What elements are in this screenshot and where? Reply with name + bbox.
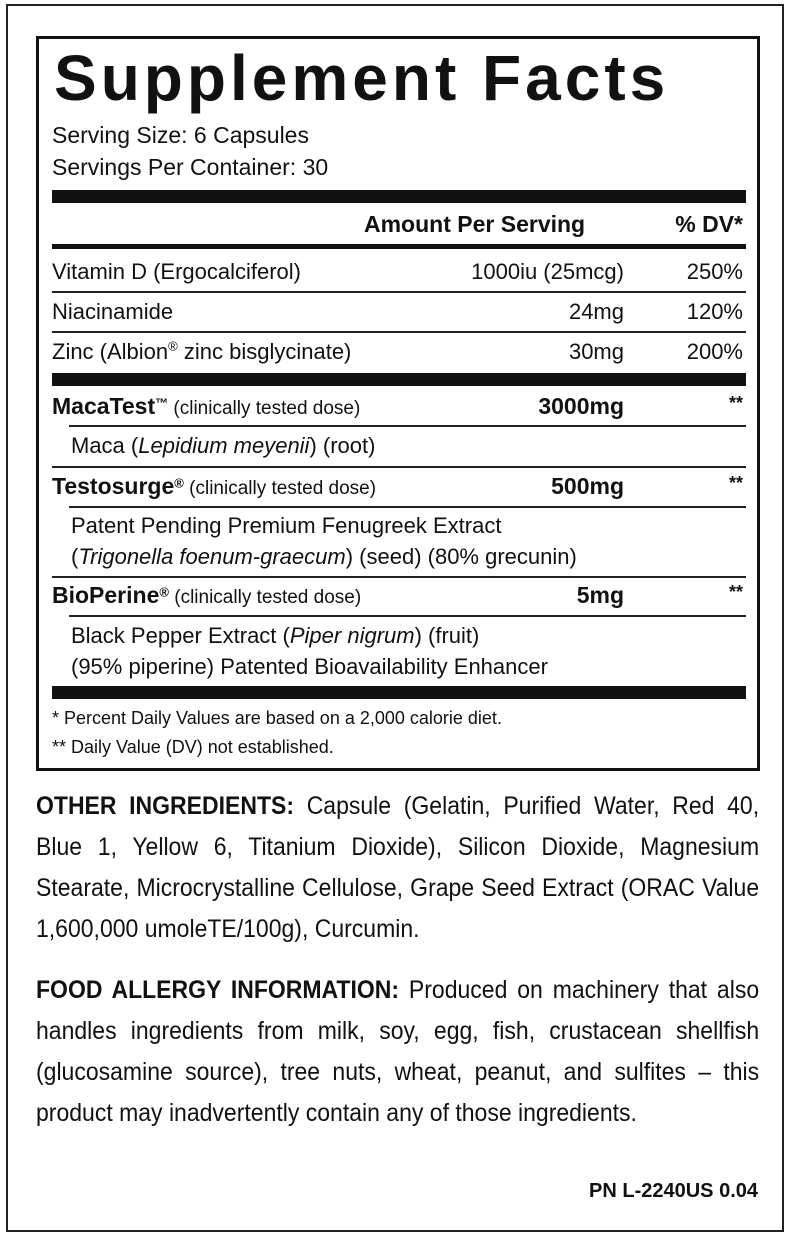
blend-amount: 3000mg — [538, 393, 624, 419]
nutrient-dv: 200% — [686, 339, 743, 364]
blend-name: MacaTest™ (clinically tested dose) — [52, 393, 361, 419]
amount-header: Amount Per Serving — [364, 211, 586, 237]
servings-per-container: Servings Per Container: 30 — [52, 154, 329, 180]
serving-size: Serving Size: 6 Capsules — [52, 122, 309, 148]
footnote-not-established: ** Daily Value (DV) not established. — [52, 737, 334, 757]
nutrient-dv: 120% — [686, 299, 743, 324]
row-divider — [69, 506, 746, 508]
blend-name: Testosurge® (clinically tested dose) — [52, 473, 377, 499]
row-divider — [69, 615, 746, 617]
blend-description: (95% piperine) Patented Bioavailability Enhancer — [71, 654, 548, 679]
blend-amount: 5mg — [576, 582, 624, 608]
blend-name: BioPerine® (clinically tested dose) — [52, 582, 362, 608]
nutrient-dv: 250% — [686, 259, 743, 284]
part-number: PN L-2240US 0.04 — [589, 1180, 758, 1202]
row-divider — [52, 466, 746, 468]
nutrient-amount: 24mg — [568, 299, 624, 324]
other-ingredients: OTHER INGREDIENTS: Capsule (Gelatin, Purified Water, Red 40, Blue 1, Yellow 6, Titanium Dioxide), Silicon Dioxide, Magnesium Stearate, Microcrystalline Cellulose, Grape Seed Extract (ORAC Value 1,600,000 umoleTE/100g), Curcumin. — [36, 792, 760, 943]
dv-header: % DV* — [675, 211, 743, 237]
row-divider — [52, 331, 746, 333]
blend-description: (Trigonella foenum-graecum) (seed) (80% grecunin) — [71, 544, 577, 569]
row-divider — [69, 425, 746, 427]
thick-divider — [52, 190, 746, 203]
nutrient-name: Niacinamide — [52, 299, 174, 324]
thick-divider — [52, 686, 746, 699]
blend-dv: ** — [728, 473, 743, 493]
food-allergy-information: FOOD ALLERGY INFORMATION: Produced on machinery that also handles ingredients from milk, soy, egg, fish, crustacean shellfish (glucosamine source), tree nuts, wheat, peanut, and sulfites – this product may inadvertently contain any of those ingredients. — [36, 976, 760, 1127]
thick-divider — [52, 373, 746, 386]
nutrient-amount: 1000iu (25mcg) — [471, 259, 624, 284]
blend-description: Black Pepper Extract (Piper nigrum) (fruit) — [71, 623, 480, 648]
medium-divider — [52, 244, 746, 249]
nutrient-name: Vitamin D (Ergocalciferol) — [52, 259, 302, 284]
footnote-dv: * Percent Daily Values are based on a 2,000 calorie diet. — [52, 708, 502, 728]
blend-description: Maca (Lepidium meyenii) (root) — [71, 433, 376, 458]
blend-amount: 500mg — [551, 473, 624, 499]
blend-dv: ** — [728, 393, 743, 413]
panel-title: Supplement Facts — [54, 42, 670, 114]
blend-description: Patent Pending Premium Fenugreek Extract — [71, 513, 502, 538]
row-divider — [52, 576, 746, 578]
nutrient-amount: 30mg — [568, 339, 624, 364]
row-divider — [52, 291, 746, 293]
nutrient-name: Zinc (Albion® zinc bisglycinate) — [52, 338, 352, 364]
supplement-facts-panel — [36, 36, 760, 771]
blend-dv: ** — [728, 582, 743, 602]
